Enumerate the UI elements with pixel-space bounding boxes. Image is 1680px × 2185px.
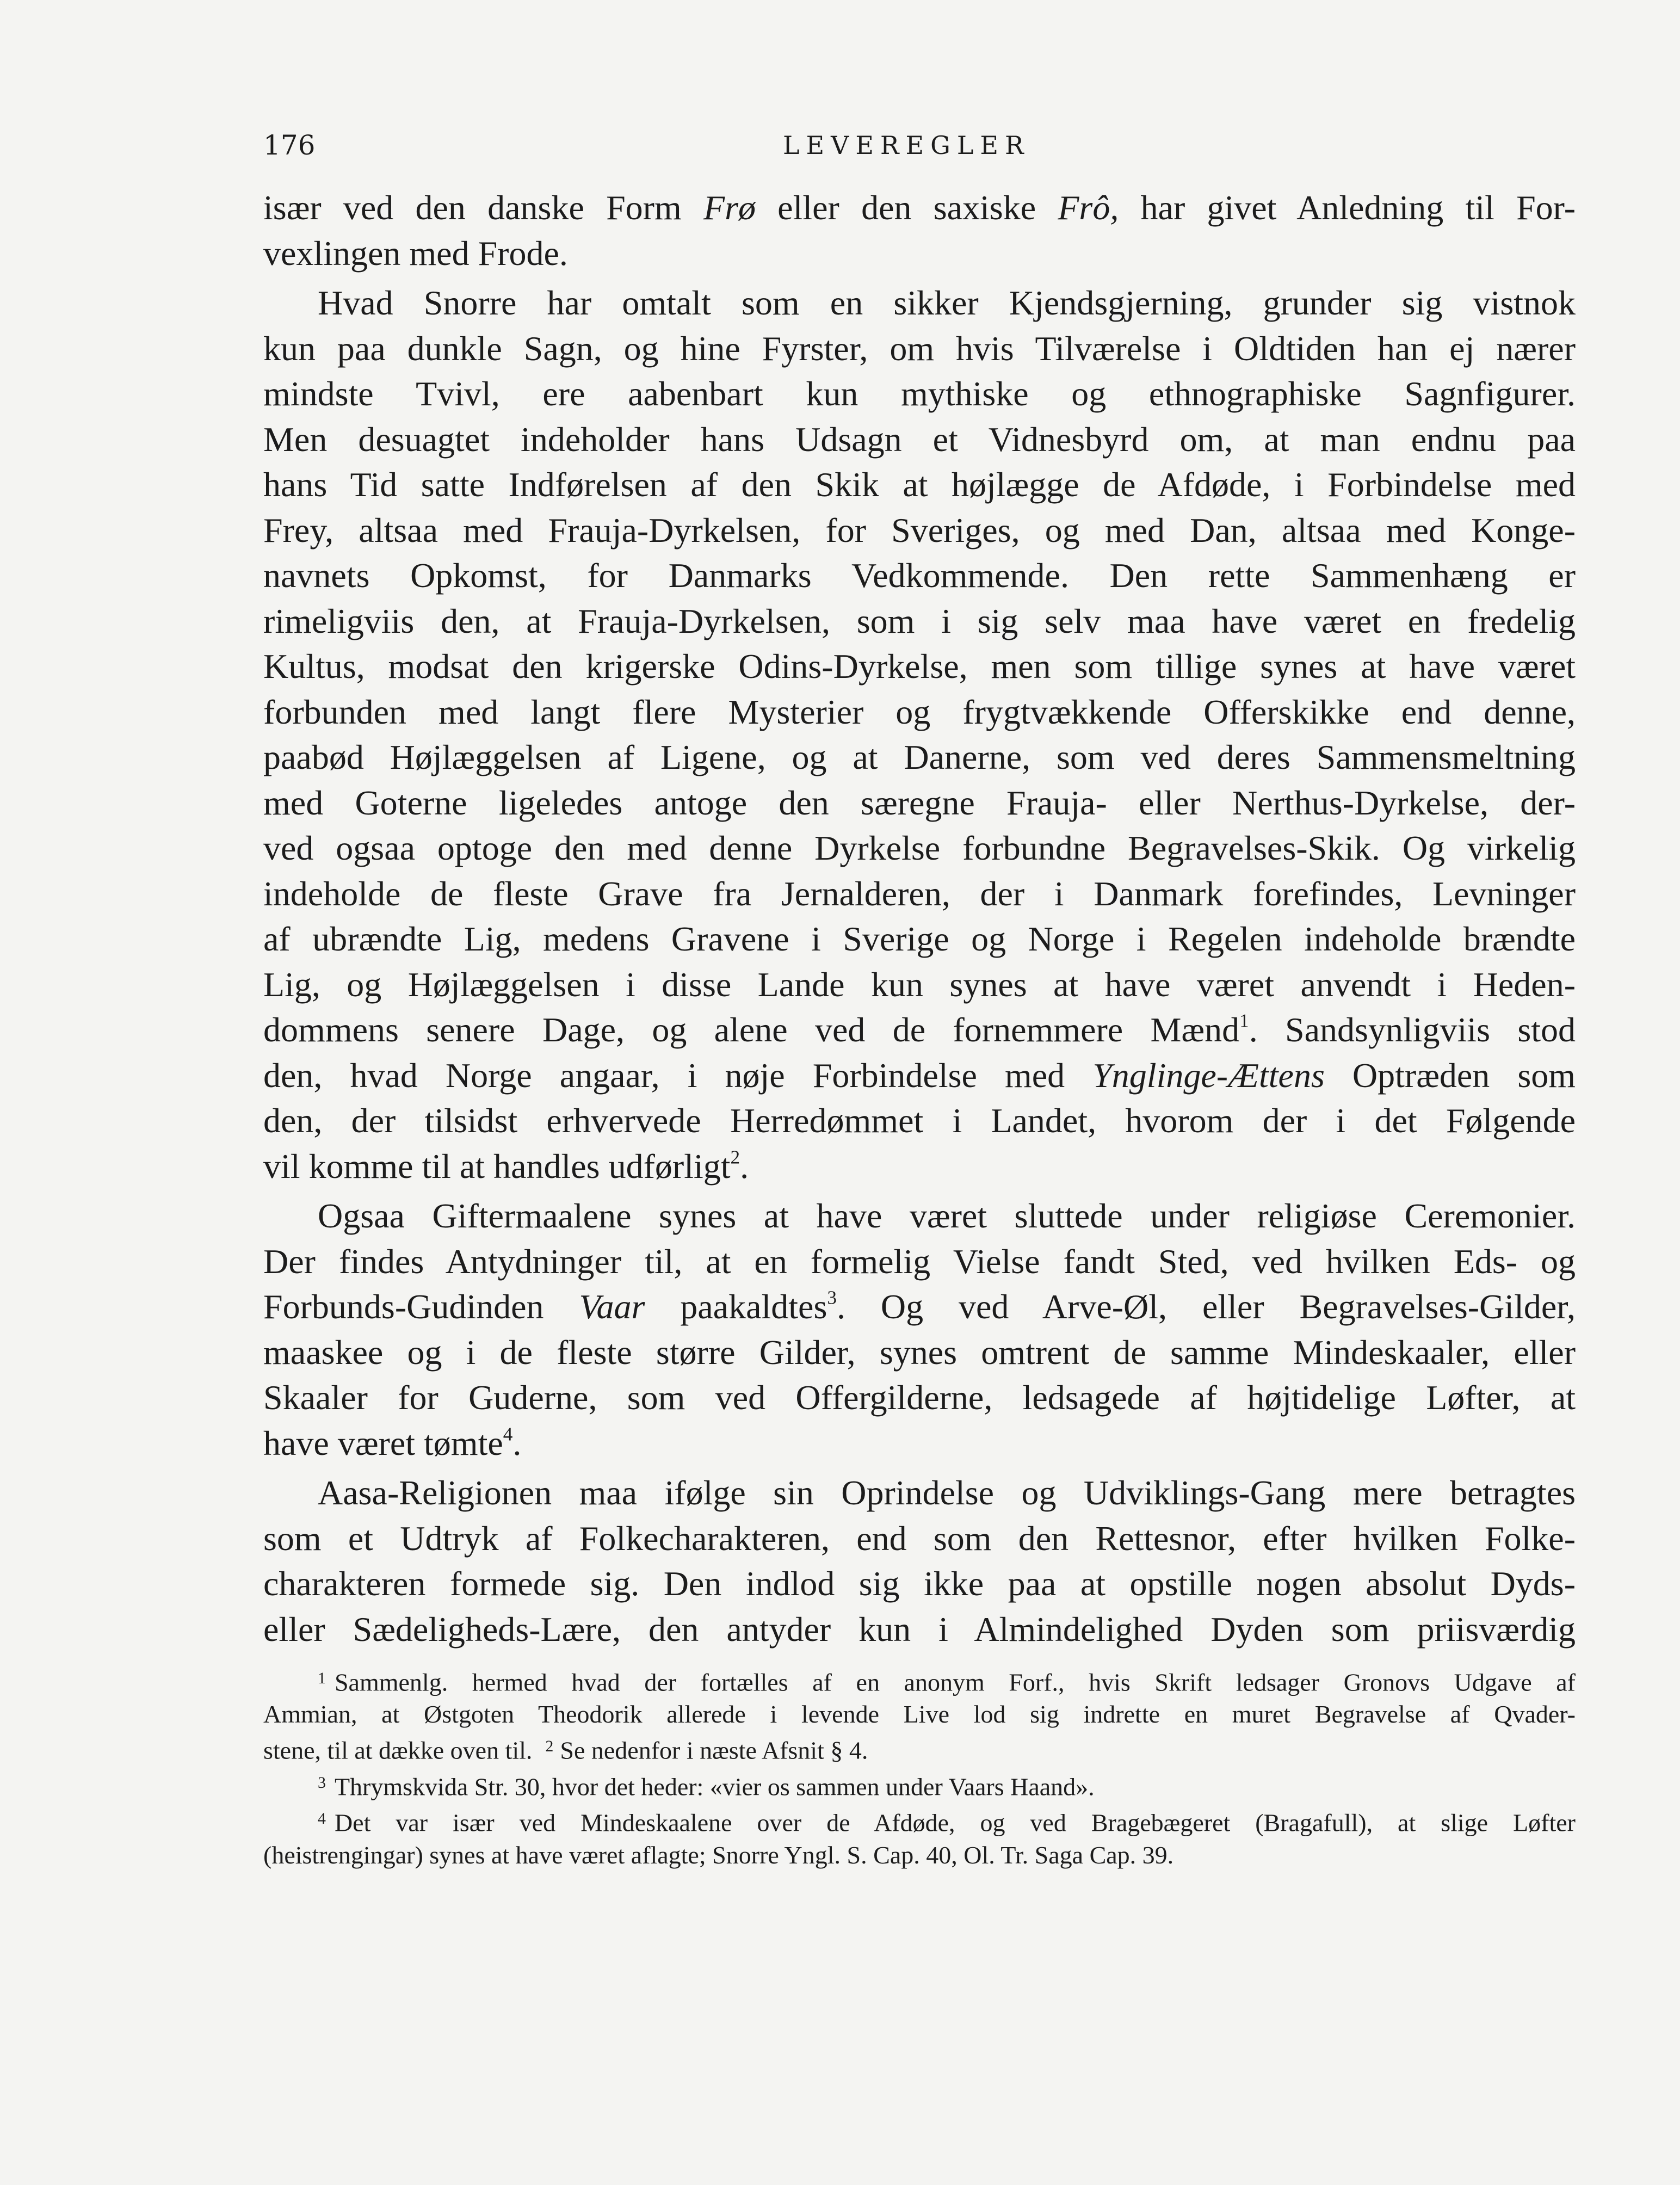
text-line: Frey, altsaa med Frauja-Dyrkelsen, for Sveriges, og med Dan, altsaa med Konge-: [263, 510, 1576, 550]
text-line: Aasa-Religionen maa ifølge sin Oprindelse og Udviklings-Gang mere betragtes: [318, 1473, 1576, 1512]
footnote-line: Ammian, at Østgoten Theodorik allerede i levende Live lod sig indrette en muret Begravelse af Qvader-: [263, 1700, 1576, 1729]
text-line: vexlingen med Frode.: [263, 233, 568, 273]
text-line: eller Sædeligheds-Lære, den antyder kun i Almindelighed Dyden som priisværdig: [263, 1609, 1576, 1649]
text-line: Kultus, modsat den krigerske Odins-Dyrkelse, men som tillige synes at have været: [263, 647, 1576, 686]
footnote-mark: 1: [318, 1669, 326, 1687]
text-line: have været tømte$^4$.: [263, 1423, 522, 1462]
text-line: maaskee og i de fleste større Gilder, synes omtrent de samme Mindeskaaler, eller: [263, 1332, 1576, 1372]
text-line: hans Tid satte Indførelsen af den Skik at højlægge de Afdøde, i Forbindelse med: [263, 465, 1576, 504]
paragraph-4: [263, 1470, 1576, 1652]
footnote-2: Se nedenfor i næste Afsnit § 4.: [560, 1736, 868, 1764]
footnote-ref: 3: [827, 1287, 837, 1308]
footnote-3: [263, 1767, 1576, 1803]
text-line: af ubrændte Lig, medens Gravene i Sverige og Norge i Regelen indeholde brændte: [263, 919, 1576, 958]
text-line: mindste Tvivl, ere aabenbart kun mythiske og ethnographiske Sagnfigurer.: [263, 374, 1576, 413]
text-line: vil komme til at handles udførligt$^2$.: [263, 1146, 749, 1186]
text-line: den, der tilsidst erhvervede Herredømmet i Landet, hvorom der i det Følgende: [263, 1101, 1576, 1140]
text-line: forbunden med langt flere Mysterier og frygtvækkende Offerskikke end denne,: [263, 692, 1576, 731]
text-line: kun paa dunkle Sagn, og hine Fyrster, om hvis Tilværelse i Oldtiden han ej nærer: [263, 329, 1576, 368]
footnote-1: [263, 1662, 1576, 1767]
paragraph-3: [263, 1193, 1576, 1466]
footnote-mark: 3: [318, 1773, 326, 1792]
page-header: [263, 126, 1580, 170]
text-line: rimeligviis den, at Frauja-Dyrkelsen, som i sig selv maa have været en fredelig: [263, 601, 1576, 640]
text-line: Lig, og Højlæggelsen i disse Lande kun synes at have været anvendt i Heden-: [263, 965, 1576, 1004]
main-text: [263, 185, 1576, 1656]
text-line: Skaaler for Guderne, som ved Offergilderne, ledsagede af højtidelige Løfter, at: [263, 1378, 1576, 1417]
text-line: dommens senere Dage, og alene ved de fornemmere Mænd$^1$. Sandsynligviis stod: [263, 1010, 1576, 1049]
text-line: navnets Opkomst, for Danmarks Vedkommende. Den rette Sammenhæng er: [263, 556, 1576, 595]
text-line: Men desuagtet indeholder hans Udsagn et Vidnesbyrd om, at man endnu paa: [263, 419, 1576, 459]
footnote-ref: 1: [1239, 1010, 1249, 1032]
text-line: som et Udtryk af Folkecharakteren, end som den Rettesnor, efter hvilken Folke-: [263, 1519, 1576, 1558]
paragraph-2: [263, 280, 1576, 1189]
text-line: Der findes Antydninger til, at en formelig Vielse fandt Sted, ved hvilken Eds- og: [263, 1242, 1576, 1281]
text-line: Forbunds-Gudinden Vaar paakaldtes$^3$. Og ved Arve-Øl, eller Begravelses-Gilder,: [263, 1287, 1576, 1326]
text-line: ved ogsaa optoge den med denne Dyrkelse forbundne Begravelses-Skik. Og virkelig: [263, 829, 1576, 867]
text-line: Ogsaa Giftermaalene synes at have været sluttede under religiøse Ceremonier.: [318, 1196, 1576, 1235]
text-line: paabød Højlæggelsen af Ligene, og at Danerne, som ved deres Sammensmeltning: [263, 738, 1576, 776]
footnote-line: $^4$ Det var især ved Mindeskaalene over de Afdøde, og ved Bragebægeret (Bragafull), at slige Løfter: [318, 1809, 1576, 1837]
running-head: LEVEREGLER: [783, 131, 1030, 160]
footnote-ref: 2: [730, 1146, 740, 1168]
footnote-line: $^3$ Thrymskvida Str. 30, hvor det heder: «vier os sammen under Vaars Haand».: [318, 1773, 1095, 1801]
page-number: 176: [263, 129, 316, 161]
footnote-mark: 4: [318, 1810, 326, 1828]
text-line: charakteren formede sig. Den indlod sig ikke paa at opstille nogen absolut Dyds-: [263, 1564, 1576, 1603]
text-line: især ved den danske Form Frø eller den saxiske Frô, har givet Anledning til For-: [263, 188, 1576, 227]
text-line: med Goterne ligeledes antoge den særegne Frauja- eller Nerthus-Dyrkelse, der-: [263, 783, 1576, 822]
text-line: Hvad Snorre har omtalt som en sikker Kjendsgjerning, grunder sig vistnok: [318, 283, 1576, 322]
footnote-mark: 2: [545, 1737, 554, 1756]
paragraph-1: [263, 185, 1576, 276]
footnote-line: $^1$ Sammenlg. hermed hvad der fortælles af en anonym Forf., hvis Skrift ledsager Gronovs Udgave af: [318, 1668, 1576, 1696]
text-line: den, hvad Norge angaar, i nøje Forbindelse med Ynglinge-Ættens Optræden som: [263, 1056, 1576, 1095]
footnote-line: stene, til at dække oven til. $^2$ Se nedenfor i næste Afsnit § 4.: [263, 1736, 868, 1764]
footnote-line: (heistrengingar) synes at have været aflagte; Snorre Yngl. S. Cap. 40, Ol. Tr. Saga Cap. 39.: [263, 1841, 1174, 1869]
footnote-4: [263, 1803, 1576, 1871]
footnote-ref: 4: [503, 1423, 513, 1445]
footnotes: [263, 1662, 1576, 1871]
text-line: indeholde de fleste Grave fra Jernalderen, der i Danmark forefindes, Levninger: [263, 874, 1576, 913]
